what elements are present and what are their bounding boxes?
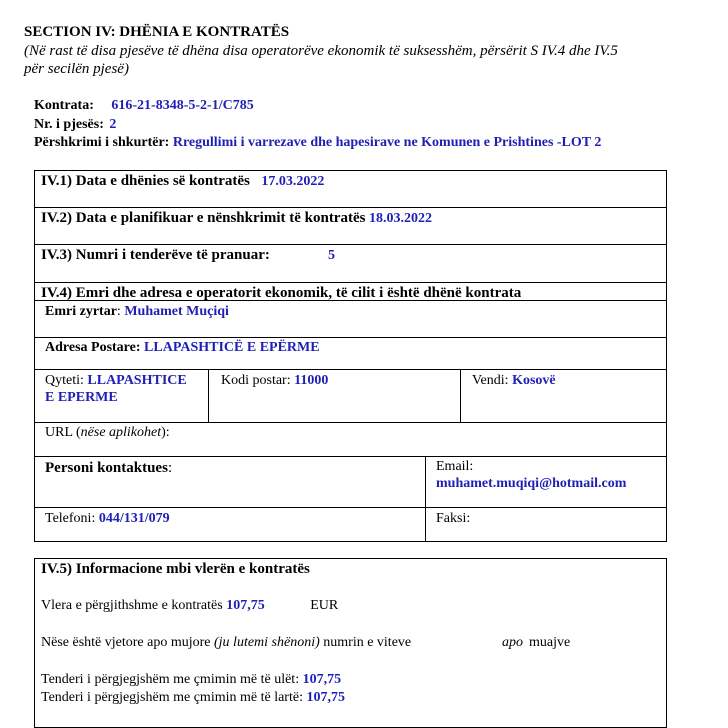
highest-price-label: Tenderi i përgjegjshëm me çmimin më të lartë: [41, 690, 303, 705]
duration-text-a: Nëse është vjetore apo mujore [41, 635, 211, 650]
contact-person-label: Personi kontaktues [45, 460, 168, 476]
duration-apo: apo [502, 635, 523, 650]
iv4-label: IV.4) Emri dhe adresa e operatorit ekonomik, të cilit i është dhënë kontrata [41, 285, 522, 301]
divider [208, 369, 209, 422]
short-description-row [34, 135, 601, 151]
iv1-label: IV.1) Data e dhënies së kontratës [41, 173, 250, 189]
official-name-value: Muhamet Muçiqi [124, 304, 229, 319]
part-number: 2 [109, 117, 117, 132]
divider [425, 456, 426, 542]
divider [34, 244, 667, 245]
lowest-price-label: Tenderi i përgjegjshëm me çmimin më të ulët: [41, 672, 300, 687]
divider [34, 422, 667, 423]
official-name-colon: : [116, 304, 121, 319]
total-value-amount: 107,75 [226, 598, 265, 613]
total-value-label: Vlera e përgjithshme e kontratës [41, 598, 223, 613]
lowest-price-value: 107,75 [302, 672, 342, 687]
iv1-row [41, 173, 324, 190]
official-name-row [45, 304, 229, 320]
duration-row [41, 635, 411, 651]
contract-number: 616-21-8348-5-2-1/C785 [111, 98, 254, 113]
divider [34, 507, 667, 508]
part-row [34, 117, 116, 133]
postal-address-label: Adresa Postare: [45, 340, 141, 355]
postal-code-cell [221, 373, 328, 389]
part-label: Nr. i pjesës: [34, 117, 104, 132]
postal-address-row [45, 340, 320, 356]
email-value: muhamet.muqiqi@hotmail.com [436, 476, 627, 491]
iv3-tender-count: 5 [328, 248, 335, 263]
url-end: ): [161, 425, 170, 440]
divider [34, 207, 667, 208]
url-label: URL ( [45, 425, 81, 440]
contract-row [34, 98, 254, 114]
postal-code-label: Kodi postar: [221, 373, 291, 388]
section-note-line1: (Në rast të disa pjesëve të dhëna disa operatorëve ekonomik të suksesshëm, përsërit S IV.4 dhe IV.5 [24, 43, 618, 59]
phone-row [45, 511, 170, 527]
url-note: nëse aplikohet [80, 425, 162, 440]
city-value-line1: LLAPASHTICE [87, 373, 187, 388]
duration-months: muajve [529, 635, 571, 650]
phone-value: 044/131/079 [98, 511, 170, 526]
duration-note: (ju lutemi shënoni) [214, 635, 320, 650]
lowest-price-row [41, 672, 341, 688]
divider [34, 337, 667, 338]
contact-person-row [45, 460, 172, 477]
phone-label: Telefoni: [45, 511, 96, 526]
iv2-row [41, 210, 432, 227]
divider [34, 456, 667, 457]
duration-text-b: numrin e viteve [323, 635, 412, 650]
section-note-line2: për secilën pjesë) [24, 61, 129, 77]
official-name-label: Emri zyrtar [45, 304, 117, 319]
highest-price-value: 107,75 [306, 690, 345, 705]
total-value-row [41, 598, 338, 614]
currency: EUR [310, 598, 339, 613]
contact-person-colon: : [167, 460, 173, 476]
city-cell [45, 373, 187, 389]
iv2-label: IV.2) Data e planifikuar e nënshkrimit të kontratës [41, 210, 366, 226]
section-title: SECTION IV: DHËNIA E KONTRATËS [24, 24, 290, 40]
divider [34, 369, 667, 370]
divider [460, 369, 461, 422]
country-label: Vendi: [472, 373, 509, 388]
url-row [45, 425, 170, 441]
email-label: Email: [436, 459, 474, 474]
country-value: Kosovë [512, 373, 556, 388]
city-label: Qyteti: [45, 373, 84, 388]
contract-label: Kontrata: [34, 98, 94, 113]
postal-address-value: LLAPASHTICË E EPËRME [144, 340, 320, 355]
iv5-label: IV.5) Informacione mbi vlerën e kontratës [41, 561, 310, 577]
divider [34, 282, 667, 283]
country-cell [472, 373, 556, 389]
short-description-label: Përshkrimi i shkurtër: [34, 135, 170, 150]
postal-code-value: 11000 [294, 373, 329, 388]
fax-label: Faksi: [436, 511, 471, 526]
iv3-label: IV.3) Numri i tenderëve të pranuar: [41, 247, 270, 263]
iv2-signing-date: 18.03.2022 [368, 211, 432, 226]
city-value-line2: E EPERME [45, 390, 118, 405]
highest-price-row [41, 690, 345, 706]
short-description-value: Rregullimi i varrezave dhe hapesirave ne Komunen e Prishtines -LOT 2 [172, 135, 602, 150]
iv1-award-date: 17.03.2022 [261, 174, 325, 189]
